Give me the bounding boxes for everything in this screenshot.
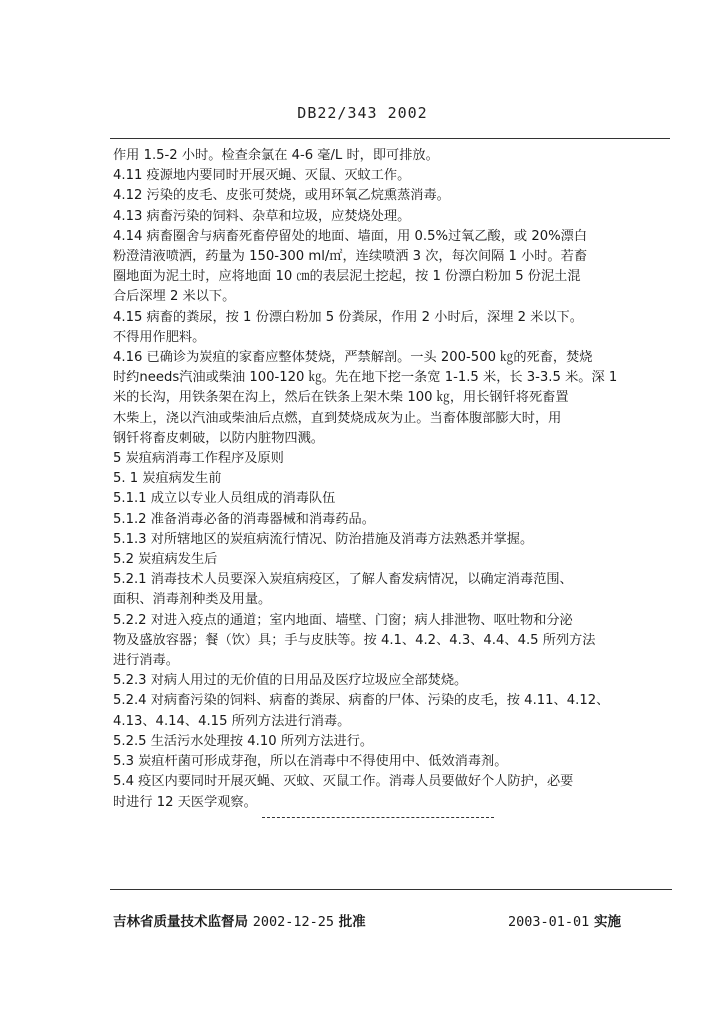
text-line: 时进行 12 天医学观察。 (113, 794, 257, 810)
text-line: 合后深埋 2 米以下。 (113, 289, 236, 305)
text-line: 面积、消毒剂种类及用量。 (113, 592, 272, 608)
text-line: 4.13、4.14、4.15 所列方法进行消毒。 (113, 713, 351, 729)
text-line: 木柴上，浇以汽油或柴油后点燃，直到焚烧成灰为止。当畜体腹部膨大时，用 (113, 410, 562, 426)
text-line: 4.15 病畜的粪尿，按 1 份漂白粉加 5 份粪尿，作用 2 小时后，深埋 2 米以下。 (113, 309, 583, 325)
effective-date: 2003-01-01 (508, 914, 590, 930)
text-line: 进行消毒。 (113, 653, 179, 669)
subsection-heading: 5.2 炭疽病发生后 (113, 552, 218, 568)
text-line: 4.14 病畜圈舍与病畜死畜停留处的地面、墙面，用 0.5%过氧乙酸，或 20%漂白 (113, 228, 588, 244)
approval-info (113, 910, 366, 930)
text-line: 圈地面为泥土时，应将地面 10 ㎝的表层泥土挖起，按 1 份漂白粉加 5 份泥土混 (113, 269, 581, 285)
standard-code: DB22/343 2002 (297, 104, 428, 122)
text-line: 5.1.1 成立以专业人员组成的消毒队伍 (113, 491, 336, 507)
document-body (113, 146, 643, 813)
text-line: 5.1.3 对所辖地区的炭疽病流行情况、防治措施及消毒方法熟悉并掌握。 (113, 531, 534, 547)
text-line: 钢钎将畜皮刺破，以防内脏物四溅。 (113, 430, 324, 446)
text-line: 4.12 污染的皮毛、皮张可焚烧，或用环氧乙烷熏蒸消毒。 (113, 188, 450, 204)
text-line: 时约needs汽油或柴油 100-120 ㎏。先在地下挖一条宽 1-1.5 米，长 3-3.5 米。深 1 (113, 370, 618, 386)
text-line: 不得用作肥料。 (113, 329, 206, 345)
text-line: 5.2.2 对进入疫点的通道；室内地面、墙壁、门窗；病人排泄物、呕吐物和分泌 (113, 612, 573, 628)
text-line: 5.2.1 消毒技术人员要深入炭疽病疫区，了解人畜发病情况，以确定消毒范围、 (113, 572, 573, 588)
text-line: 物及盛放容器；餐（饮）具；手与皮肤等。按 4.1、4.2、4.3、4.4、4.5 所列方法 (113, 632, 596, 648)
approval-date: 2002-12-25 (252, 914, 334, 930)
footer (113, 910, 621, 930)
text-line: 5.1.2 准备消毒必备的消毒器械和消毒药品。 (113, 511, 375, 527)
effective-label: 实施 (594, 914, 621, 930)
text-line: 4.16 已确诊为炭疽的家畜应整体焚烧，严禁解剖。一头 200-500 ㎏的死畜，焚烧 (113, 350, 593, 366)
text-line: 粉澄清液喷洒，药量为 150-300 ml/㎡，连续喷洒 3 次，每次间隔 1 小时。若畜 (113, 249, 588, 265)
header-rule (110, 138, 670, 139)
approval-org: 吉林省质量技术监督局 (113, 914, 248, 930)
text-line: 作用 1.5-2 小时。检查余氯在 4-6 毫/L 时，即可排放。 (113, 148, 439, 163)
text-line: 5.2.5 生活污水处理按 4.10 所列方法进行。 (113, 733, 374, 749)
text-line: 5.2.4 对病畜污染的饲料、病畜的粪尿、病畜的尸体、污染的皮毛，按 4.11、4.12、 (113, 693, 610, 709)
text-line: 5.2.3 对病人用过的无价值的日用品及医疗垃圾应全部焚烧。 (113, 673, 468, 689)
text-line: 5.4 疫区内要同时开展灭蝇、灭蚊、灭鼠工作。消毒人员要做好个人防护，必要 (113, 774, 574, 790)
subsection-heading: 5. 1 炭疽病发生前 (113, 471, 222, 487)
footer-rule (110, 889, 672, 890)
text-line: 4.11 疫源地内要同时开展灭蝇、灭鼠、灭蚊工作。 (113, 168, 411, 184)
text-line: 5.3 炭疽杆菌可形成芽孢，所以在消毒中不得使用中、低效消毒剂。 (113, 754, 508, 770)
section-heading: 5 炭疽病消毒工作程序及原则 (113, 451, 284, 467)
text-line: 米的长沟，用铁条架在沟上，然后在铁条上架木柴 100 ㎏，用长钢钎将死畜置 (113, 390, 569, 406)
effective-info (508, 910, 621, 930)
text-line: 4.13 病畜污染的饲料、杂草和垃圾，应焚烧处理。 (113, 208, 411, 224)
end-of-text-rule (262, 817, 494, 818)
approval-label: 批准 (338, 914, 366, 930)
